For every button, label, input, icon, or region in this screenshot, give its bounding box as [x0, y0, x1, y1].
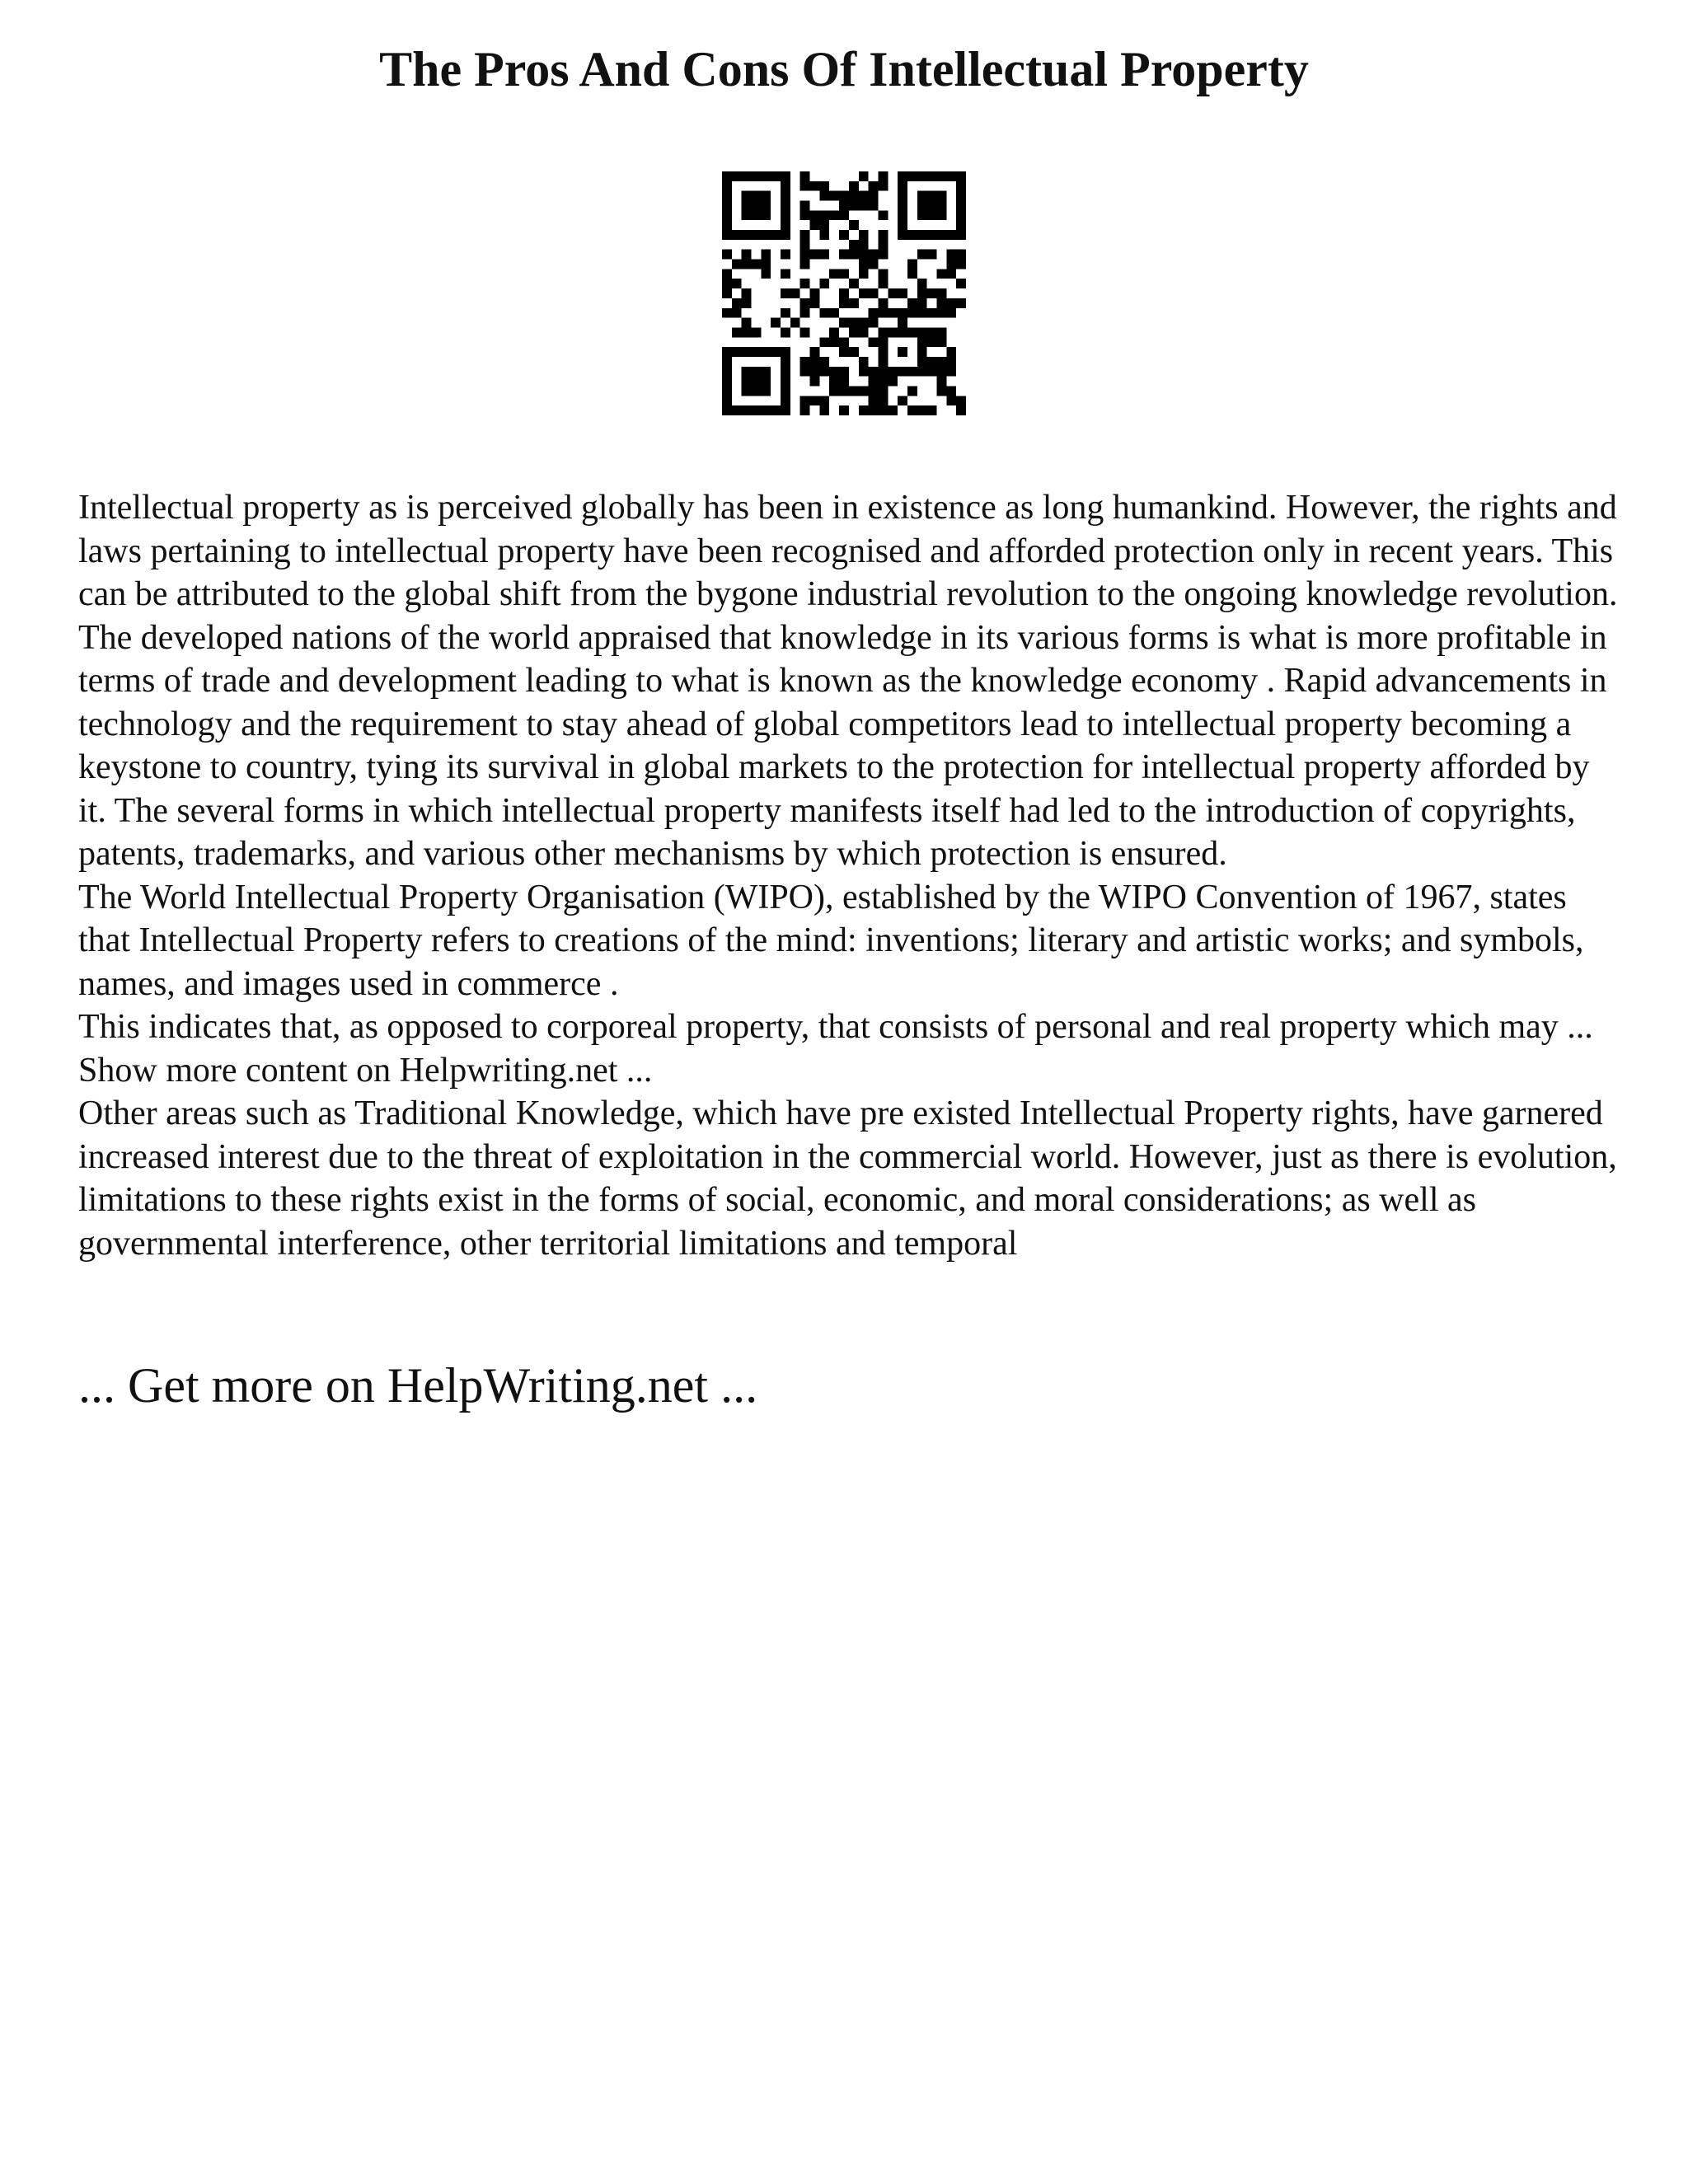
- qr-code-icon: [722, 171, 966, 415]
- paragraph-corporeal: This indicates that, as opposed to corporeal property, that consists of personal and real property which may ... Show more content on Helpwriting.net ...: [78, 1008, 1593, 1090]
- get-more-link[interactable]: ... Get more on HelpWriting.net ...: [78, 1358, 758, 1413]
- page-title: The Pros And Cons Of Intellectual Property: [379, 42, 1309, 96]
- paragraph-wipo: The World Intellectual Property Organisation (WIPO), established by the WIPO Convention of 1967, states that Intellectual Property refers to creations of the mind: inventions; literary and artistic works; and symbols, names, and images used in commerce .: [78, 878, 1584, 1003]
- article-body: [78, 486, 1620, 1265]
- paragraph-intro: Intellectual property as is perceived globally has been in existence as long humankind. However, the rights and laws pertaining to intellectual property have been recognised and afforded protection only in recent years. This can be attributed to the global shift from the bygone industrial revolution to the ongoing knowledge revolution. The developed nations of the world appraised that knowledge in its various forms is what is more profitable in terms of trade and development leading to what is known as the knowledge economy . Rapid advancements in technology and the requirement to stay ahead of global competitors lead to intellectual property becoming a keystone to country, tying its survival in global markets to the protection for intellectual property afforded by it. The several forms in which intellectual property manifests itself had led to the introduction of copyrights, patents, trademarks, and various other mechanisms by which protection is ensured.: [78, 489, 1618, 873]
- qr-code[interactable]: [722, 171, 966, 415]
- paragraph-traditional-knowledge: Other areas such as Traditional Knowledge, which have pre existed Intellectual Property rights, have garnered increased interest due to the threat of exploitation in the commercial world. However, just as there is evolution, limitations to these rights exist in the forms of social, economic, and moral considerations; as well as governmental interference, other territorial limitations and temporal: [78, 1094, 1617, 1263]
